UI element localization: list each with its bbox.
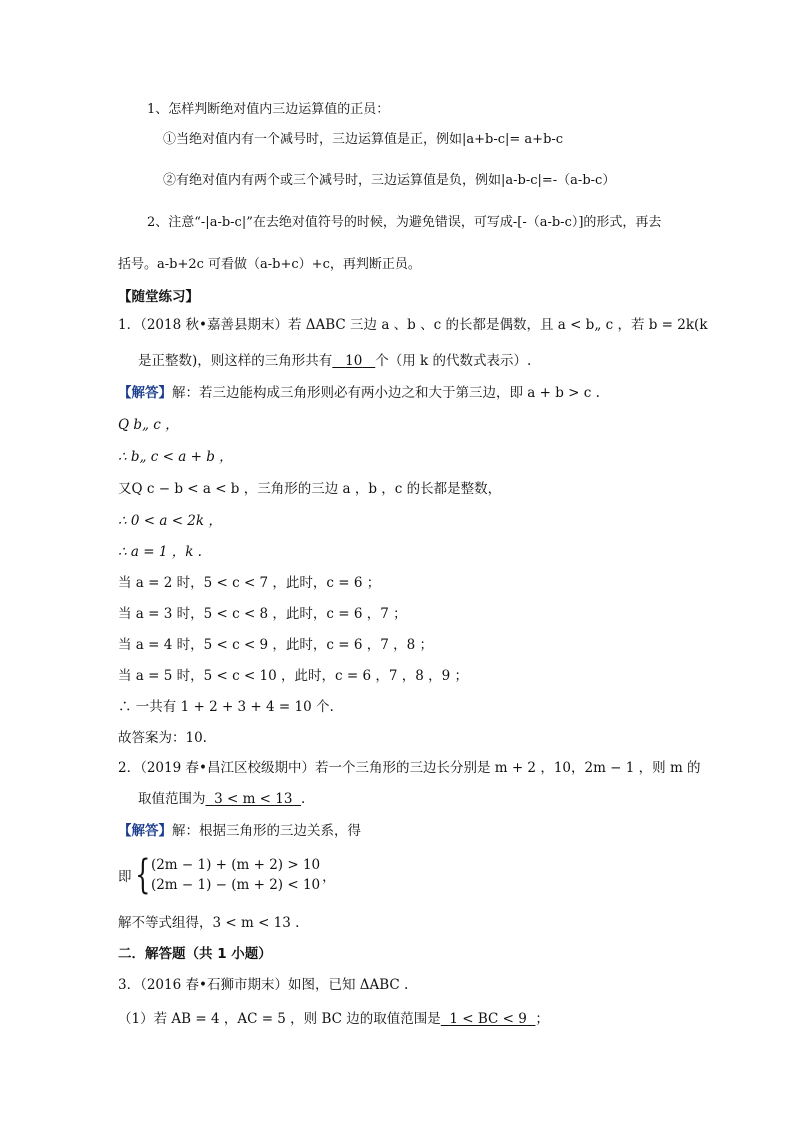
point-1b: ②有绝对值内有两个或三个减号时，三边运算值是负，例如|a-b-c|=-（a-b-c） [163, 173, 616, 188]
inequality-system [118, 852, 336, 898]
question-3-text: （1）若 AB = 4 ，AC = 5 ，则 BC 边的取值范围是 [118, 1011, 441, 1027]
answer-1-step: ∴ 一共有 1 + 2 + 3 + 4 = 10 个. [118, 699, 334, 715]
question-2-answer [206, 791, 302, 807]
answer-value: 1 < BC < 9 [449, 1011, 527, 1027]
point-1: 1、怎样判断绝对值内三边运算值的正员： [147, 102, 390, 117]
answer-value: 10 [345, 353, 363, 369]
system-line-1: (2m − 1) + (m + 2) > 10 [150, 857, 321, 873]
point-2: 2、注意“-|a-b-c|”在去绝对值符号的时候，为避免错误，可写成-[-（a-b-c）]的形式，再去 [147, 215, 662, 230]
question-3-answer [441, 1011, 536, 1027]
answer-1-step: Q b„ c ， [118, 417, 179, 433]
answer-1-step: 当 a = 4 时，5 < c < 9 ，此时，c = 6 ，7 ，8 ； [118, 637, 434, 653]
system-line-2: (2m − 1) − (m + 2) < 10 [150, 877, 321, 893]
answer-value: 3 < m < 13 [214, 791, 293, 807]
question-1-line2 [138, 352, 531, 370]
answer-1-final: 故答案为：10. [118, 730, 207, 746]
system-lines [151, 857, 320, 893]
question-3-line2 [118, 1010, 549, 1028]
section-title-practice: 【随堂练习】 [118, 289, 199, 305]
answer-1-step: 当 a = 2 时，5 < c < 7 ，此时，c = 6 ； [118, 575, 381, 591]
system-prefix: 即 [118, 869, 132, 885]
question-1-answer [332, 353, 375, 369]
answer-1-intro [118, 384, 600, 402]
question-2-tail: . [301, 791, 306, 807]
question-3-line1: 3．（2016 春•石狮市期末）如图，已知 ΔABC . [118, 977, 409, 993]
answer-1-intro-text: 解：若三边能构成三角形则必有两小边之和大于第三边，即 a + b > c . [172, 385, 600, 401]
question-2-text: 取值范围为 [138, 791, 206, 807]
answer-1-step: ∴ a = 1 ，k . [118, 544, 202, 560]
answer-1-step: ∴ b„ c < a + b ， [118, 449, 233, 465]
section-title-solutions: 二．解答题（共 1 小题） [118, 946, 272, 962]
question-1-text: 是正整数)，则这样的三角形共有 [138, 353, 333, 369]
answer-1-step: ∴ 0 < a < 2k ， [118, 513, 222, 529]
question-2-line2 [138, 790, 305, 808]
question-3-tail: ； [535, 1011, 549, 1027]
answer-tag: 【解答】 [118, 385, 172, 401]
answer-tag: 【解答】 [118, 823, 172, 839]
question-2-line1: 2．（2019 春•昌江区校级期中）若一个三角形的三边长分别是 m + 2 ，10，2m − 1 ，则 m 的 [118, 760, 701, 776]
point-2-cont: 括号。a-b+2c 可看做（a-b+c）+c，再判断正员。 [118, 257, 421, 272]
answer-1-step: 又Q c − b < a < b ，三角形的三边 a ，b ，c 的长都是整数， [118, 481, 502, 497]
left-brace-icon: { [134, 852, 150, 898]
question-1-tail: 个（用 k 的代数式表示）. [375, 353, 532, 369]
answer-1-step: 当 a = 5 时，5 < c < 10 ，此时，c = 6 ，7 ，8 ，9 ； [118, 668, 468, 684]
answer-2-intro-text: 解：根据三角形的三边关系，得 [172, 823, 361, 839]
system-suffix: ， [322, 869, 336, 885]
answer-2-result: 解不等式组得，3 < m < 13 . [118, 915, 300, 931]
point-1a: ①当绝对值内有一个减号时，三边运算值是正，例如|a+b-c|= a+b-c [163, 132, 564, 147]
question-1-line1: 1．（2018 秋•嘉善县期末）若 ΔABC 三边 a 、b 、c 的长都是偶数，且 a < b„ c ，若 b = 2k(k [118, 317, 708, 333]
answer-2-intro [118, 822, 361, 840]
answer-1-step: 当 a = 3 时，5 < c < 8 ，此时，c = 6 ，7 ； [118, 606, 407, 622]
